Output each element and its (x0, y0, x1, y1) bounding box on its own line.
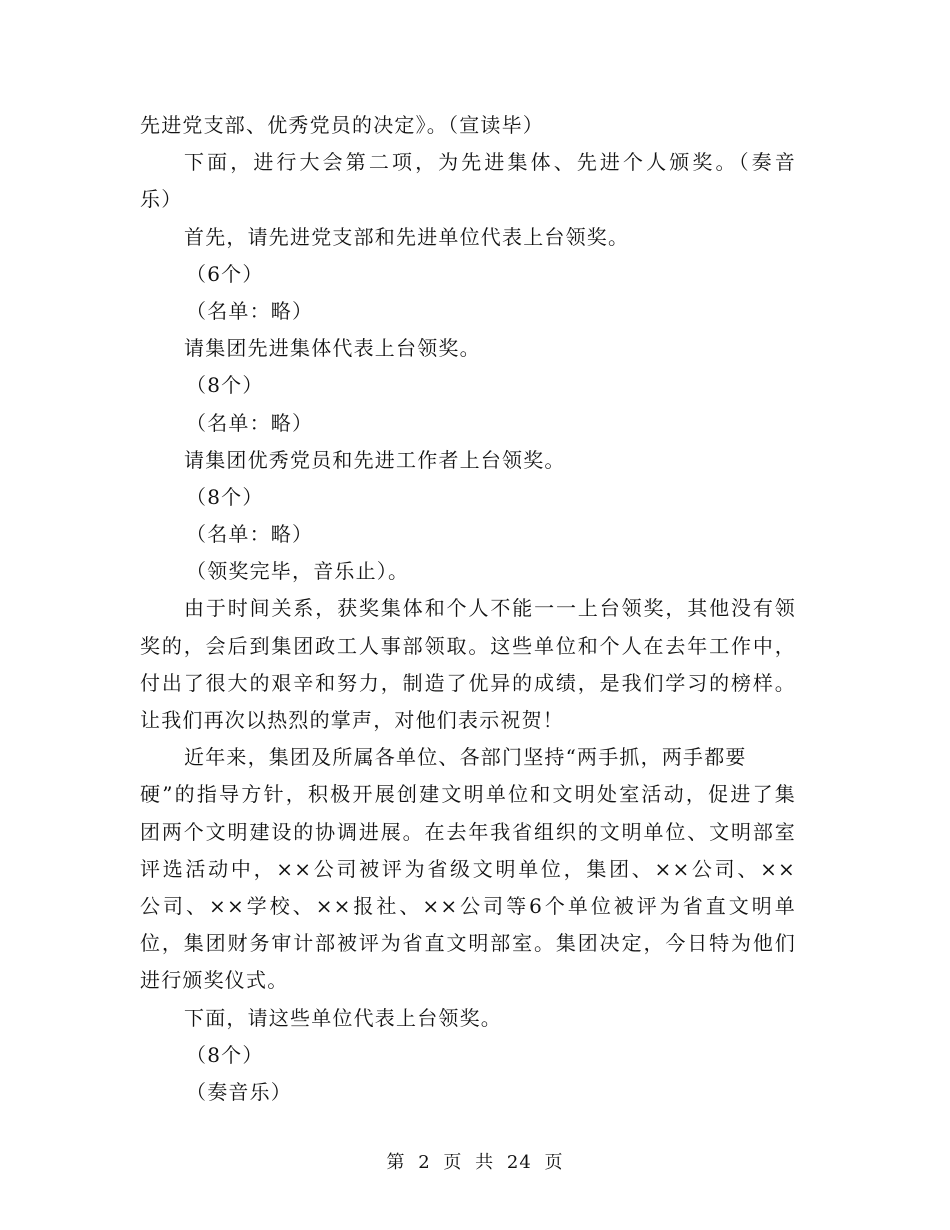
footer-suffix: 页 (544, 1152, 564, 1173)
footer-prefix: 第 (386, 1152, 406, 1173)
text-line: （名单：略） (186, 522, 314, 547)
text-line: 进行颁奖仪式。 (140, 968, 289, 993)
text-line: （8个） (186, 1042, 264, 1067)
text-line: 付出了很大的艰辛和努力，制造了优异的成绩，是我们学习的榜样。 (140, 670, 796, 695)
text-line: （名单：略） (186, 410, 314, 435)
text-line: 请集团优秀党员和先进工作者上台领奖。 (184, 447, 566, 472)
text-line: （8个） (186, 484, 264, 509)
text-line: 奖的，会后到集团政工人事部领取。这些单位和个人在去年工作中， (140, 633, 796, 658)
text-line: 乐） (140, 187, 183, 212)
page-footer (0, 1148, 950, 1174)
current-page-number: 2 (418, 1152, 431, 1173)
text-line: 评选活动中，××公司被评为省级文明单位，集团、××公司、×× (140, 856, 796, 881)
text-line: 下面，请这些单位代表上台领奖。 (184, 1005, 502, 1030)
text-line: （8个） (186, 373, 264, 398)
text-line: 公司、××学校、××报社、××公司等6个单位被评为省直文明单 (140, 893, 796, 918)
footer-total-word: 共 (475, 1152, 495, 1173)
total-page-count: 24 (506, 1152, 532, 1173)
text-line: 下面，进行大会第二项，为先进集体、先进个人颁奖。（奏音 (184, 150, 796, 175)
text-line: （6个） (186, 261, 264, 286)
text-line: （领奖完毕，音乐止）。 (186, 559, 410, 584)
text-line: 位，集团财务审计部被评为省直文明部室。集团决定，今日特为他们 (140, 931, 796, 956)
footer-page-word: 页 (443, 1152, 463, 1173)
text-line: （奏音乐） (186, 1079, 292, 1104)
text-line: 首先，请先进党支部和先进单位代表上台领奖。 (184, 224, 630, 249)
text-line: 先进党支部、优秀党员的决定》。（宣读毕） (140, 113, 544, 137)
text-line: 硬”的指导方针，积极开展创建文明单位和文明处室活动，促进了集 (140, 782, 796, 807)
document-body (140, 107, 796, 1111)
text-line: 由于时间关系，获奖集体和个人不能一一上台领奖，其他没有领 (184, 596, 796, 621)
text-line: 让我们再次以热烈的掌声，对他们表示祝贺！ (140, 708, 564, 732)
text-line: （名单：略） (186, 298, 314, 323)
text-line: 团两个文明建设的协调进展。在去年我省组织的文明单位、文明部室 (140, 819, 796, 844)
text-line: 近年来，集团及所属各单位、各部门坚持“两手抓，两手都要 (184, 745, 747, 770)
text-line: 请集团先进集体代表上台领奖。 (184, 336, 481, 361)
